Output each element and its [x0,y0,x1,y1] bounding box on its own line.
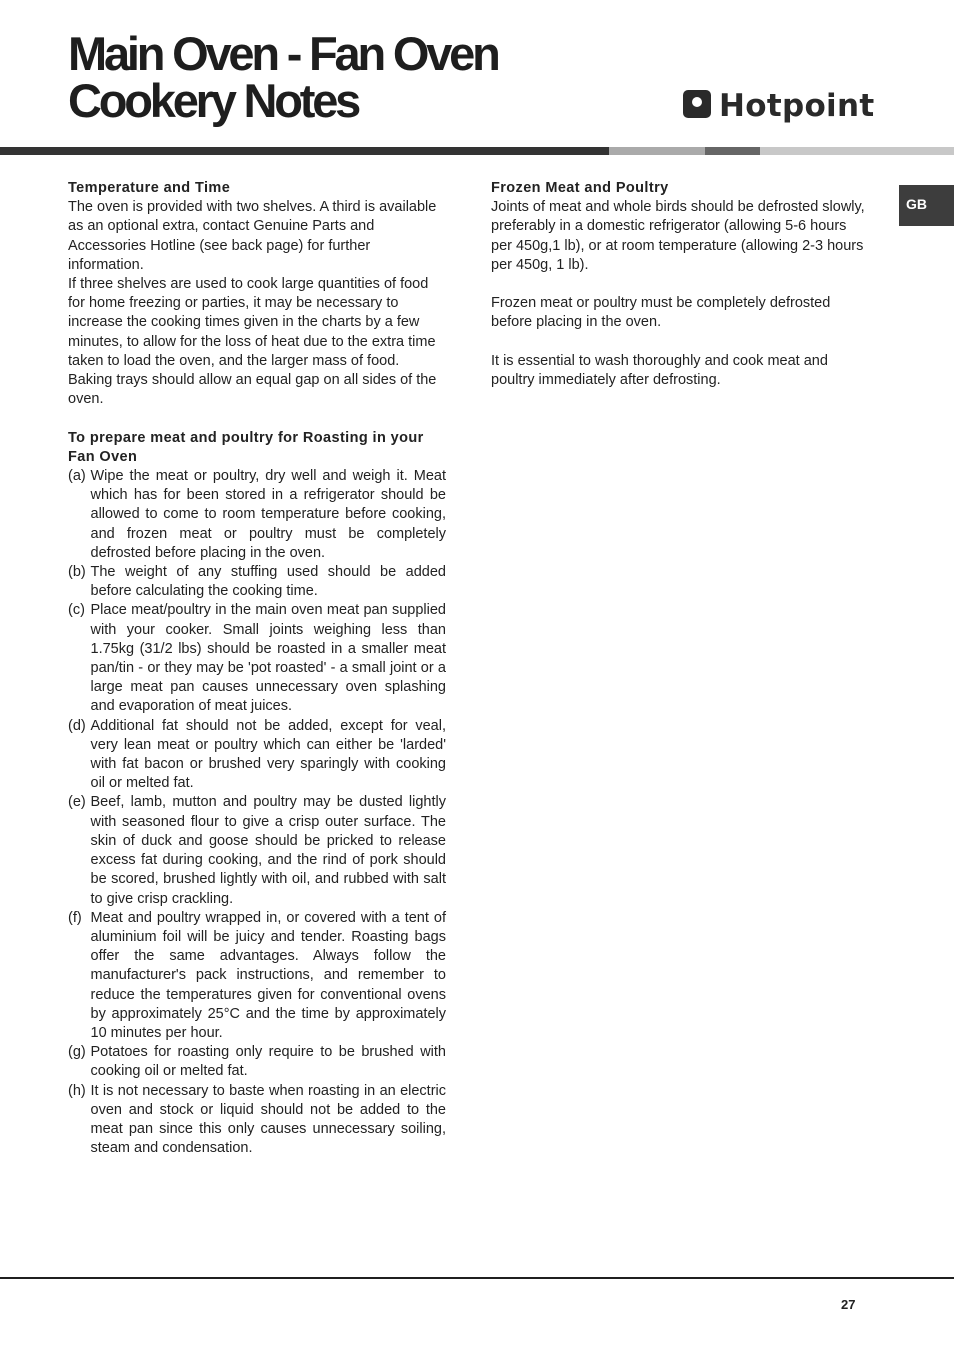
page-title-line-1: Main Oven - Fan Oven [68,27,498,80]
left-column [68,179,446,1158]
list-item-marker: (c) [68,602,85,619]
list-item [68,717,446,794]
spacer [68,409,446,428]
list-item-text: It is not necessary to baste when roasting in an electric oven and stock or liquid should not be added to the meat pan since this only causes unnecessary soiling, steam and condensation. [90,1082,446,1157]
section-heading-temperature-time: Temperature and Time [68,180,231,196]
list-item-text: Place meat/poultry in the main oven meat pan supplied with your cooker. Small joints weighing less than 1.75kg (31/2 lbs) should be roasted in a smaller meat pan/tin - or they may be 'pot roasted' - a small joint or a large meat pan causes unnecessary oven splashing and evaporation of meat juices. [90,602,446,715]
list-item [68,793,446,908]
paragraph: It is essential to wash thoroughly and cook meat and poultry immediately after defrosting. [491,352,828,388]
section-heading-frozen-meat: Frozen Meat and Poultry [491,180,669,196]
list-item-text: Wipe the meat or poultry, dry well and weigh it. Meat which has for been stored in a refrigerator should be allowed to come to room temperature before cooking, and frozen meat or poultry must be completely defrosted before placing in the oven. [90,468,446,561]
paragraph: Frozen meat or poultry must be completely defrosted before placing in the oven. [491,295,831,331]
footer-rule [0,1277,954,1279]
list-item-marker: (b) [68,564,86,581]
list-item [68,563,446,601]
list-item-text: Additional fat should not be added, except for veal, very lean meat or poultry which can either be 'larded' with fat bacon or brushed very sparingly with cooking oil or melted fat. [90,717,446,792]
brand-name: Hotpoint [719,88,875,124]
list-item-text: Meat and poultry wrapped in, or covered with a tent of aluminium foil will be juicy and tender. Roasting bags offer the same advantages. Always follow the manufacturer's pack instructions, and remember to reduce the temperatures given for conventional ovens by approximately 25°C and the time by approximately 10 minutes per hour. [90,909,446,1041]
spacer [491,275,871,294]
paragraph: Baking trays should allow an equal gap on all sides of the oven. [68,372,437,408]
paragraph: The oven is provided with two shelves. A third is available as an optional extra, contact Genuine Parts and Accessories Hotline (see back page) for further information. [68,199,437,273]
list-item-marker: (g) [68,1044,86,1061]
list-item-marker: (h) [68,1082,86,1099]
language-tab: GB [899,185,954,226]
paragraph: Joints of meat and whole birds should be defrosted slowly, preferably in a domestic refrigerator (allowing 5-6 hours per 450g,1 lb), or at room temperature (allowing 2-3 hours per 450g, 1 lb). [491,199,865,273]
list-item [68,1043,446,1081]
list-item [68,1082,446,1159]
header-rule-segment-mid [705,147,760,155]
hotpoint-logo-icon [683,90,711,118]
list-item-marker: (f) [68,909,82,926]
page-number: 27 [841,1297,856,1312]
list-item-marker: (e) [68,794,86,811]
header-rule-segment-dark [0,147,609,155]
header-rule-segment-pale [760,147,954,155]
list-item-text: Potatoes for roasting only require to be brushed with cooking oil or melted fat. [90,1044,446,1080]
list-item [68,467,446,563]
list-item [68,909,446,1043]
spacer [491,333,871,352]
brand-logo [683,86,874,126]
roasting-steps-list [68,467,446,1158]
paragraph: If three shelves are used to cook large quantities of food for home freezing or parties, it may be necessary to increase the cooking times given in the charts by a few minutes, to allow for the loss of heat due to the extra time taken to load the oven, and the larger mass of food. [68,276,436,369]
list-item [68,601,446,716]
list-item-text: Beef, lamb, mutton and poultry may be dusted lightly with seasoned flour to give a crisp outer surface. The skin of duck and goose should be pricked to release excess fat during cooking, and the rind of pork should be scored, brushed lightly with oil, and rubbed with salt to give crisp crackling. [90,794,446,907]
page-title-line-2: Cookery Notes [68,74,359,127]
right-column [491,179,871,390]
section-heading-roasting-prep: To prepare meat and poultry for Roasting in your Fan Oven [68,429,424,465]
list-item-marker: (d) [68,717,86,734]
header-rule-segment-light [609,147,705,155]
list-item-text: The weight of any stuffing used should be added before calculating the cooking time. [90,564,446,600]
page-title [68,27,498,127]
list-item-marker: (a) [68,468,86,485]
